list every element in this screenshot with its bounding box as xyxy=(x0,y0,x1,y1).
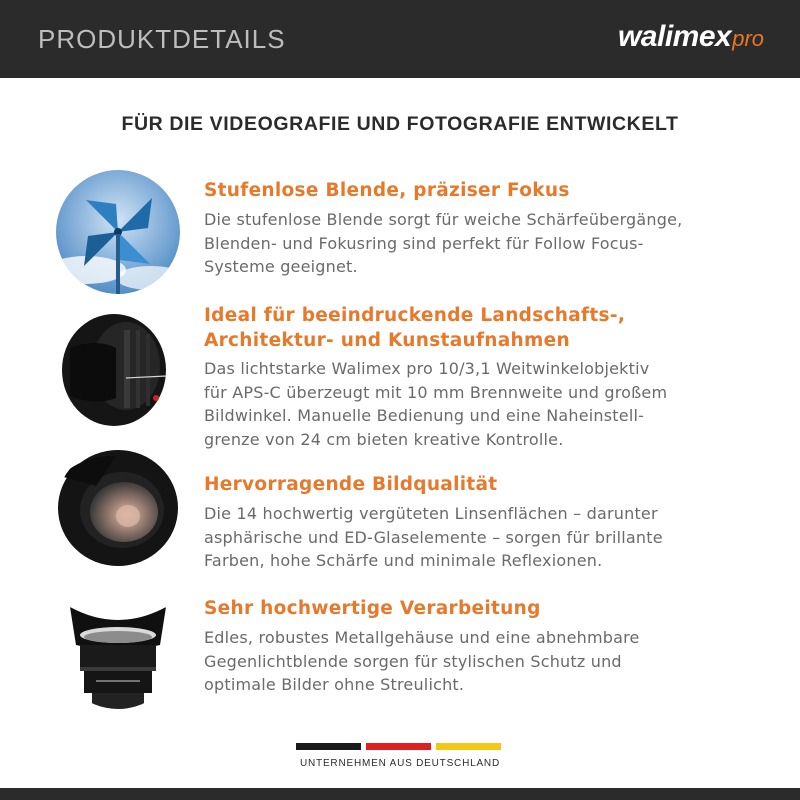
feature-text-line: Edles, robustes Metallgehäuse und eine abnehmbare xyxy=(204,628,640,647)
feature-title-line: Ideal für beeindruckende Landschafts-, xyxy=(204,305,626,326)
header-bar xyxy=(0,0,800,78)
feature-text-line: Bildwinkel. Manuelle Bedienung und eine Naheinstell- xyxy=(204,406,645,425)
feature-title-line: Architektur- und Kunstaufnahmen xyxy=(204,330,570,351)
feature-text-line: Gegenlichtblende sorgen für stylischen Schutz und xyxy=(204,651,622,671)
bottom-bar xyxy=(0,788,800,800)
feature-title xyxy=(204,303,764,353)
pinwheel-photo-icon xyxy=(56,170,180,294)
feature-text-line: grenze von 24 cm bieten kreative Kontrolle. xyxy=(204,429,564,449)
feature-text-line: Das lichtstarke Walimex pro 10/3,1 Weitwinkelobjektiv xyxy=(204,359,650,378)
feature-text-line: optimale Bilder ohne Streulicht. xyxy=(204,675,465,694)
logo-wordmark: walimex xyxy=(617,20,732,53)
brand-logo xyxy=(618,20,764,60)
lens-front-glass-photo-icon xyxy=(56,446,180,570)
lens-side-photo-icon xyxy=(56,308,180,432)
page-title: PRODUKTDETAILS xyxy=(38,24,286,54)
feature-text-line: Die stufenlose Blende sorgt für weiche Schärfeübergänge, xyxy=(204,210,683,229)
feature-title xyxy=(204,178,764,203)
feature-description xyxy=(204,626,774,697)
feature-description xyxy=(204,357,774,451)
flag-stripe-gold xyxy=(436,743,501,750)
feature-text-line: Systeme geeignet. xyxy=(204,257,358,276)
feature-title-line: Sehr hochwertige Verarbeitung xyxy=(204,598,541,619)
feature-description xyxy=(204,502,774,573)
footer-tagline: UNTERNEHMEN AUS DEUTSCHLAND xyxy=(300,758,500,769)
feature-text-line: für APS-C überzeugt mit 10 mm Brennweite und großem xyxy=(204,382,668,402)
flag-stripe-black xyxy=(296,743,361,750)
feature-title xyxy=(204,596,764,621)
feature-text-line: Die 14 hochwertig vergüteten Linsenflächen – darunter xyxy=(204,504,658,523)
section-headline: FÜR DIE VIDEOGRAFIE UND FOTOGRAFIE ENTWICKELT xyxy=(121,113,679,135)
feature-title-line: Stufenlose Blende, präziser Fokus xyxy=(204,180,570,201)
feature-title xyxy=(204,472,764,497)
lens-hood-photo-icon xyxy=(56,585,180,709)
feature-text-line: asphärische und ED-Glaselemente – sorgen für brillante xyxy=(204,527,663,547)
flag-stripe-red xyxy=(366,743,431,750)
feature-description xyxy=(204,208,774,279)
feature-title-line: Hervorragende Bildqualität xyxy=(204,474,498,495)
feature-text-line: Blenden- und Fokusring sind perfekt für Follow Focus- xyxy=(204,233,644,253)
logo-suffix: pro xyxy=(732,26,764,51)
feature-text-line: Farben, hohe Schärfe und minimale Reflexionen. xyxy=(204,551,603,570)
